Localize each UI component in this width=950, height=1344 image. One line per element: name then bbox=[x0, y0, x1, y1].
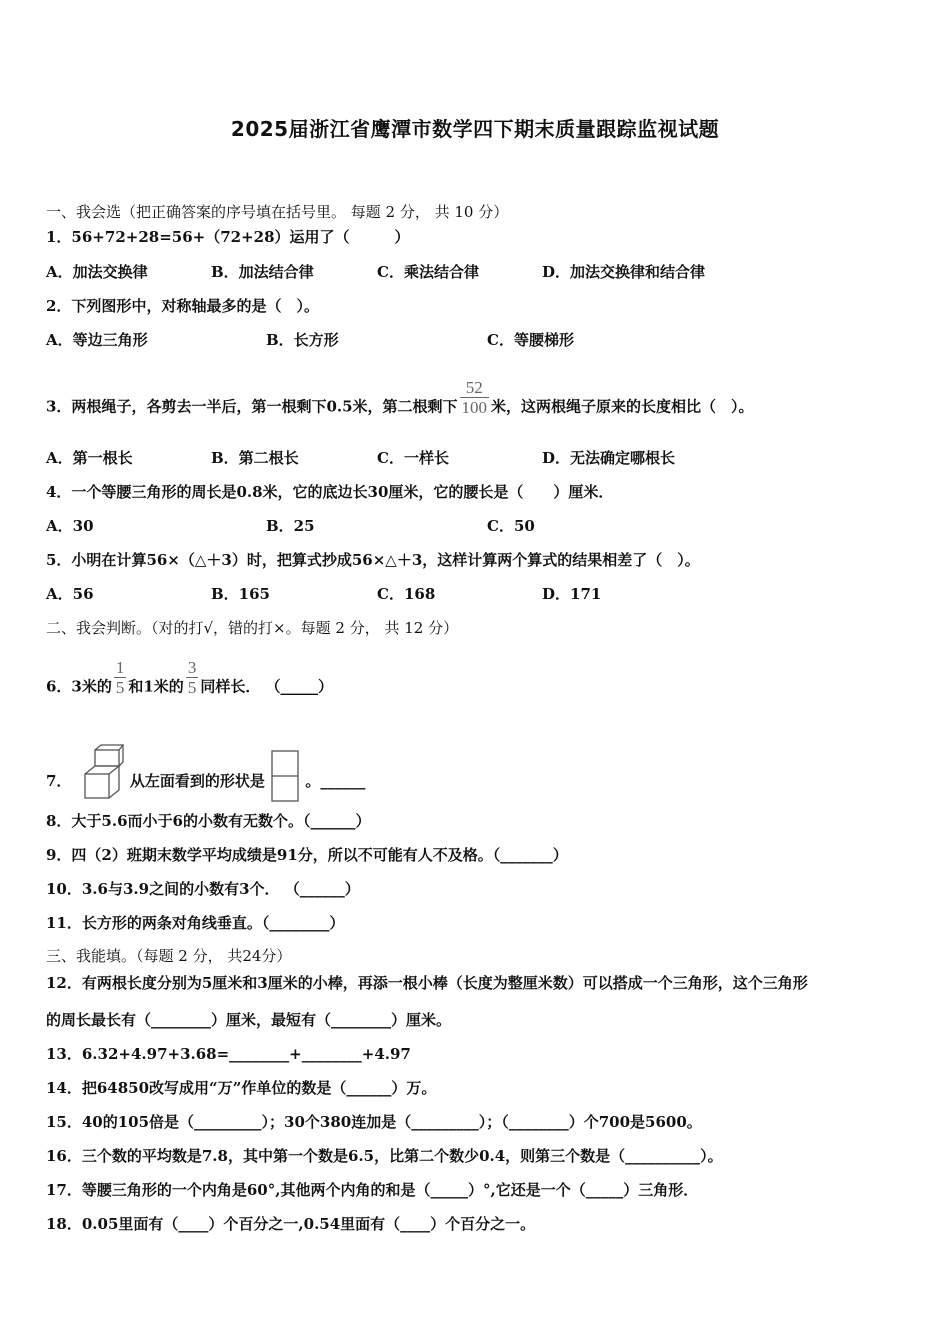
q6-fraction-2-numerator: 3 bbox=[187, 658, 197, 677]
q4-option-b: B．25 bbox=[266, 517, 315, 535]
q5-option-d: D．171 bbox=[542, 585, 602, 603]
q3-option-b: B．第二根长 bbox=[211, 449, 299, 467]
q4-option-c: C．50 bbox=[487, 517, 535, 535]
question-12-line-2: 的周长最长有（________）厘米，最短有（________）厘米。 bbox=[46, 1011, 452, 1029]
q5-option-b: B．165 bbox=[211, 585, 270, 603]
q6-fraction-1 bbox=[114, 658, 127, 697]
section-heading-fill: 三、我能填。（每题 2 分， 共24分） bbox=[46, 947, 292, 965]
q1-option-a: A．加法交换律 bbox=[46, 263, 148, 281]
q6-text-c: 同样长． （_____） bbox=[200, 677, 334, 696]
question-6 bbox=[46, 658, 334, 707]
question-2: 2．下列图形中，对称轴最多的是（ ）。 bbox=[46, 297, 319, 315]
q7-text-b: 。______ bbox=[305, 772, 366, 790]
question-4: 4．一个等腰三角形的周长是0.8米，它的底边长30厘米，它的腰长是（ ）厘米． bbox=[46, 483, 614, 501]
q1-option-c: C．乘法结合律 bbox=[377, 263, 479, 281]
question-18: 18．0.05里面有（____）个百分之一,0.54里面有（____）个百分之一。 bbox=[46, 1215, 536, 1233]
q5-option-c: C．168 bbox=[377, 585, 436, 603]
question-10: 10．3.6与3.9之间的小数有3个． （______） bbox=[46, 880, 360, 898]
q3-fraction-numerator: 52 bbox=[465, 378, 483, 397]
q2-option-c: C．等腰梯形 bbox=[487, 331, 574, 349]
section-heading-judge: 二、我会判断。（对的打√，错的打×。每题 2 分， 共 12 分） bbox=[46, 619, 459, 637]
question-3 bbox=[46, 378, 754, 427]
stacked-cubes-figure-icon bbox=[83, 744, 125, 804]
q1-option-d: D．加法交换律和结合律 bbox=[542, 263, 706, 281]
question-5: 5．小明在计算56×（△＋3）时，把算式抄成56×△＋3，这样计算两个算式的结果相差了（ ）。 bbox=[46, 551, 700, 569]
q6-text-b: 和1米的 bbox=[128, 677, 184, 696]
q3-option-a: A．第一根长 bbox=[46, 449, 133, 467]
q1-option-b: B．加法结合律 bbox=[211, 263, 314, 281]
question-11: 11．长方形的两条对角线垂直。（________） bbox=[46, 914, 345, 932]
question-9: 9．四（2）班期末数学平均成绩是91分，所以不可能有人不及格。（_______） bbox=[46, 846, 568, 864]
q6-fraction-1-numerator: 1 bbox=[115, 658, 125, 677]
question-13: 13．6.32+4.97+3.68=________+________+4.97 bbox=[46, 1045, 411, 1063]
section-heading-choice: 一、我会选（把正确答案的序号填在括号里。 每题 2 分， 共 10 分） bbox=[46, 203, 509, 221]
question-8: 8．大于5.6而小于6的小数有无数个。（______） bbox=[46, 812, 371, 830]
q3-fraction bbox=[460, 378, 490, 417]
question-1: 1．56+72+28=56+（72+28）运用了（ ） bbox=[46, 228, 410, 246]
q3-text-b: 米，这两根绳子原来的长度相比（ ）。 bbox=[491, 397, 754, 416]
question-16: 16．三个数的平均数是7.8，其中第一个数是6.5，比第二个数少0.4，则第三个数是（__________）。 bbox=[46, 1147, 723, 1165]
q3-fraction-denominator: 100 bbox=[461, 398, 488, 417]
q3-option-d: D．无法确定哪根长 bbox=[542, 449, 676, 467]
page-title: 2025届浙江省鹰潭市数学四下期末质量跟踪监视试题 bbox=[230, 117, 720, 141]
question-14: 14．把64850改写成用“万”作单位的数是（______）万。 bbox=[46, 1079, 437, 1097]
q7-text-a: 从左面看到的形状是 bbox=[129, 772, 265, 790]
q6-fraction-1-denominator: 5 bbox=[115, 678, 125, 697]
question-7 bbox=[46, 752, 365, 812]
q6-fraction-2-denominator: 5 bbox=[187, 678, 197, 697]
q2-option-a: A．等边三角形 bbox=[46, 331, 148, 349]
q6-text-a: 6．3米的 bbox=[46, 677, 112, 696]
side-view-shape-icon bbox=[270, 749, 300, 803]
question-17: 17．等腰三角形的一个内角是60°,其他两个内角的和是（_____）°,它还是一个（_____）三角形． bbox=[46, 1181, 699, 1199]
q6-fraction-2 bbox=[186, 658, 199, 697]
q4-option-a: A．30 bbox=[46, 517, 94, 535]
q5-option-a: A．56 bbox=[46, 585, 94, 603]
question-12-line-1: 12．有两根长度分别为5厘米和3厘米的小棒，再添一根小棒（长度为整厘米数）可以搭成一个三角形，这个三角形 bbox=[46, 974, 808, 992]
q3-text-a: 3．两根绳子，各剪去一半后，第一根剩下0.5米，第二根剩下 bbox=[46, 397, 458, 416]
q2-option-b: B．长方形 bbox=[266, 331, 339, 349]
question-15: 15．40的105倍是（_________）；30个380连加是（_________）；（________）个700是5600。 bbox=[46, 1113, 702, 1131]
q3-option-c: C．一样长 bbox=[377, 449, 449, 467]
q7-prefix: 7． bbox=[46, 772, 72, 790]
